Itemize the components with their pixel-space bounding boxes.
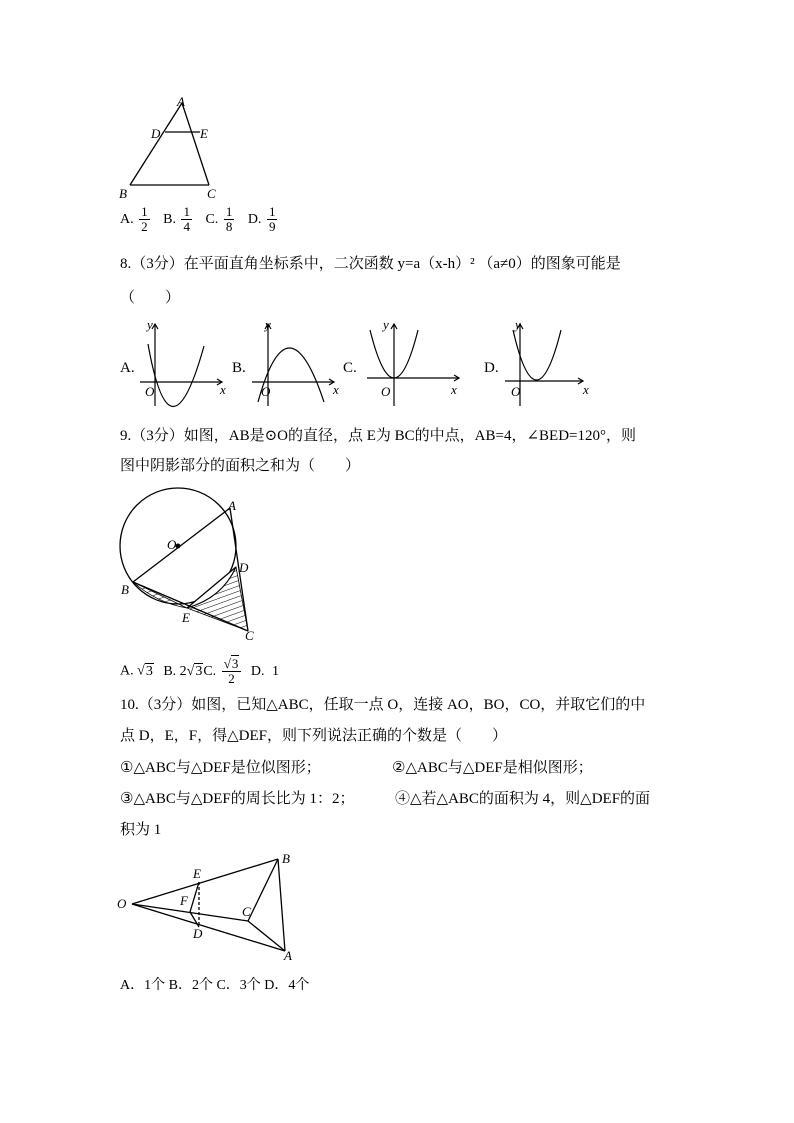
q10-statement-3: ③△ABC与△DEF的周长比为 1：2；	[120, 791, 355, 807]
q9-label-B: B	[121, 582, 129, 597]
q9-stem-line1: 9.（3分）如图，AB是⊙O的直径，点 E为 BC的中点，AB=4，∠BED=120°，则	[120, 428, 636, 444]
q10-statement-2: ②△ABC与△DEF是相似图形；	[392, 760, 593, 776]
q8-d-x-label: x	[583, 382, 589, 397]
q8-b-origin-label: O	[261, 384, 271, 399]
q10-statement-1: ①△ABC与△DEF是位似图形；	[120, 760, 321, 776]
q10-answer-options[interactable]: A．1个 B．2个 C．3个 D．4个	[120, 978, 310, 993]
q9-label-E: E	[182, 610, 190, 625]
q8-a-y-label: y	[147, 317, 153, 332]
q7-label-D: D	[151, 126, 161, 141]
q7-option-c[interactable]: C. $\frac{1}{8}$	[205, 204, 233, 234]
q7-options	[120, 205, 279, 234]
q10-label-O: O	[117, 896, 127, 911]
q7-option-a[interactable]: A. $\frac{1}{2}$	[120, 204, 148, 234]
q9-label-D: D	[239, 560, 249, 575]
q10-label-E: E	[193, 866, 201, 881]
q8-option-c-label[interactable]: C.	[343, 360, 357, 376]
q7-label-A: A	[177, 94, 185, 109]
q7-label-B: B	[119, 186, 127, 201]
q10-label-C: C	[242, 904, 251, 919]
q10-label-D: D	[193, 926, 203, 941]
q8-option-b-label[interactable]: B.	[232, 360, 246, 376]
q10-label-F: F	[180, 893, 188, 908]
q8-a-origin-label: O	[145, 384, 155, 399]
q9-option-d[interactable]: D. 1	[250, 663, 279, 679]
q10-statement-4-cont: 积为 1	[120, 822, 162, 838]
q8-stem: 8.（3分）在平面直角坐标系中，二次函数 y=a（x-h）² （a≠0）的图象可能是	[120, 256, 621, 272]
q9-option-b[interactable]: B. 2√3	[163, 663, 203, 679]
q10-statement-4: ④△若△ABC的面积为 4，则△DEF的面	[395, 791, 651, 807]
q8-blank: （ ）	[120, 290, 181, 306]
q8-graph-c	[365, 318, 465, 408]
q8-d-y-label: y	[515, 317, 521, 332]
q10-label-B: B	[282, 851, 290, 866]
q8-b-y-label: y	[265, 317, 271, 332]
q7-label-C: C	[207, 186, 216, 201]
q10-stem-line1: 10.（3分）如图，已知△ABC，任取一点 O，连接 AO，BO，CO，并取它们的中	[120, 697, 646, 713]
q8-a-x-label: x	[220, 382, 226, 397]
q7-label-E: E	[200, 126, 208, 141]
q9-label-C: C	[245, 628, 254, 643]
q7-option-b[interactable]: B. $\frac{1}{4}$	[163, 204, 190, 234]
q9-label-O: O	[167, 537, 177, 552]
q8-option-d-label[interactable]: D.	[484, 360, 499, 376]
q9-label-A: A	[228, 498, 236, 513]
q8-option-a-label[interactable]: A.	[120, 360, 135, 376]
q8-d-origin-label: O	[511, 384, 521, 399]
q8-b-x-label: x	[333, 382, 339, 397]
q9-option-a[interactable]: A. √3	[120, 663, 153, 679]
q9-stem-line2: 图中阴影部分的面积之和为（ ）	[120, 458, 361, 474]
q10-label-A: A	[284, 948, 292, 963]
q8-c-origin-label: O	[381, 384, 391, 399]
q10-figure	[118, 850, 308, 965]
q8-c-y-label: y	[383, 317, 389, 332]
q8-c-x-label: x	[451, 382, 457, 397]
q7-option-d[interactable]: D. $\frac{1}{9}$	[247, 204, 276, 234]
q10-stem-line2: 点 D，E，F，得△DEF，则下列说法正确的个数是（ ）	[120, 728, 507, 744]
q9-option-c[interactable]: C. $\frac{√3}{2}$	[203, 664, 243, 679]
q9-options	[120, 657, 279, 686]
